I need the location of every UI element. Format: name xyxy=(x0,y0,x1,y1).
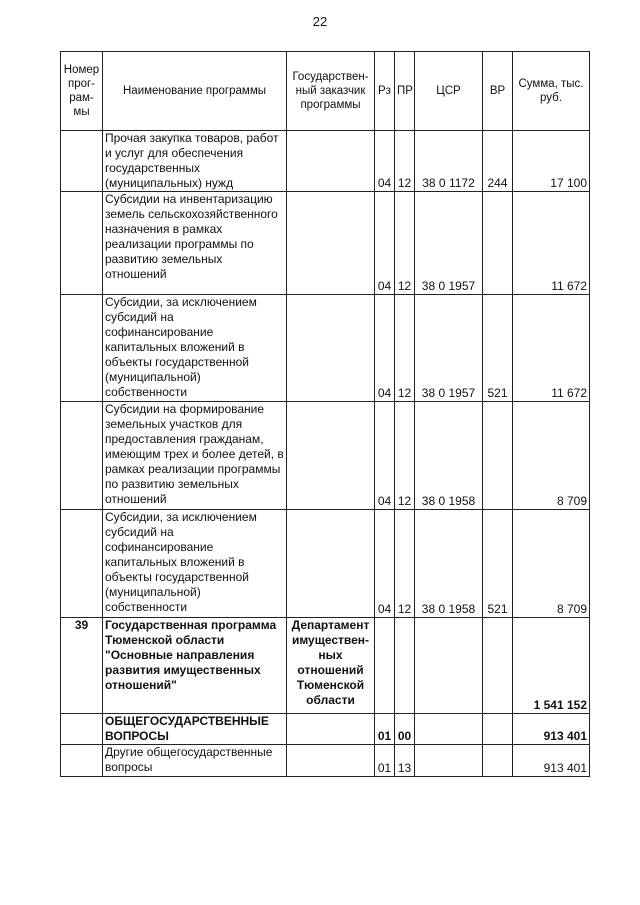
table-row xyxy=(61,510,590,618)
table-row xyxy=(61,745,590,777)
program-number-cell xyxy=(61,295,103,402)
vr-cell xyxy=(483,618,513,714)
vr-cell xyxy=(483,402,513,510)
rz-cell: 04 xyxy=(375,295,395,402)
state-customer-cell xyxy=(287,402,375,510)
vr-cell: 244 xyxy=(483,131,513,192)
csr-cell: 38 0 1172 xyxy=(415,131,483,192)
program-number-cell xyxy=(61,402,103,510)
table-row xyxy=(61,131,590,192)
csr-cell: 38 0 1958 xyxy=(415,402,483,510)
budget-table xyxy=(60,51,590,777)
state-customer-cell xyxy=(287,131,375,192)
state-customer-cell xyxy=(287,295,375,402)
header-vr: ВР xyxy=(483,52,513,131)
rz-cell: 04 xyxy=(375,510,395,618)
pr-cell: 12 xyxy=(395,131,415,192)
csr-cell xyxy=(415,714,483,745)
sum-cell: 11 672 xyxy=(513,192,590,295)
csr-cell xyxy=(415,618,483,714)
state-customer-cell xyxy=(287,192,375,295)
program-name-cell: Субсидии на инвентаризацию земель сельскохозяйственного назначения в рамках реализации программы по развитию земельных отношений xyxy=(103,192,287,295)
table-row xyxy=(61,402,590,510)
header-row xyxy=(61,52,590,131)
rz-cell: 04 xyxy=(375,402,395,510)
sum-cell: 17 100 xyxy=(513,131,590,192)
header-sum: Сумма, тыс. руб. xyxy=(513,52,590,131)
table-row xyxy=(61,714,590,745)
csr-cell: 38 0 1957 xyxy=(415,192,483,295)
program-name-cell: Другие общегосударственные вопросы xyxy=(103,745,287,777)
program-name-cell: Прочая закупка товаров, работ и услуг для обеспечения государственных (муниципальных) нужд xyxy=(103,131,287,192)
rz-cell: 04 xyxy=(375,192,395,295)
pr-cell: 00 xyxy=(395,714,415,745)
table-row xyxy=(61,618,590,714)
program-number-cell xyxy=(61,510,103,618)
sum-cell: 8 709 xyxy=(513,510,590,618)
vr-cell xyxy=(483,192,513,295)
sum-cell: 1 541 152 xyxy=(513,618,590,714)
pr-cell: 12 xyxy=(395,192,415,295)
rz-cell: 01 xyxy=(375,714,395,745)
sum-cell: 913 401 xyxy=(513,714,590,745)
program-number-cell xyxy=(61,131,103,192)
header-pr: ПР xyxy=(395,52,415,131)
table-row xyxy=(61,295,590,402)
program-name-cell: Субсидии, за исключением субсидий на софинансирование капитальных вложений в объекты государственной (муниципальной) собственности xyxy=(103,295,287,402)
rz-cell xyxy=(375,618,395,714)
vr-cell: 521 xyxy=(483,295,513,402)
state-customer-cell: Департамент имуществен- ных отношений Тюменской области xyxy=(287,618,375,714)
state-customer-cell xyxy=(287,510,375,618)
header-csr: ЦСР xyxy=(415,52,483,131)
header-state-customer: Государствен- ный заказчик программы xyxy=(287,52,375,131)
program-number-cell xyxy=(61,745,103,777)
state-customer-cell xyxy=(287,745,375,777)
program-name-cell: Субсидии, за исключением субсидий на софинансирование капитальных вложений в объекты государственной (муниципальной) собственности xyxy=(103,510,287,618)
program-name-cell: ОБЩЕГОСУДАРСТВЕННЫЕ ВОПРОСЫ xyxy=(103,714,287,745)
csr-cell: 38 0 1957 xyxy=(415,295,483,402)
pr-cell: 12 xyxy=(395,510,415,618)
state-customer-cell xyxy=(287,714,375,745)
table-row xyxy=(61,192,590,295)
pr-cell xyxy=(395,618,415,714)
program-name-cell: Государственная программа Тюменской области "Основные направления развития имущественных отношений" xyxy=(103,618,287,714)
csr-cell: 38 0 1958 xyxy=(415,510,483,618)
program-number-cell xyxy=(61,714,103,745)
sum-cell: 8 709 xyxy=(513,402,590,510)
rz-cell: 04 xyxy=(375,131,395,192)
header-program-name: Наименование программы xyxy=(103,52,287,131)
program-number-cell xyxy=(61,192,103,295)
vr-cell xyxy=(483,745,513,777)
vr-cell xyxy=(483,714,513,745)
header-program-number: Номер прог- рам- мы xyxy=(61,52,103,131)
program-name-cell: Субсидии на формирование земельных участков для предоставления гражданам, имеющим трех и более детей, в рамках реализации программы по развитию земельных отношений xyxy=(103,402,287,510)
rz-cell: 01 xyxy=(375,745,395,777)
page-number: 22 xyxy=(312,14,328,29)
sum-cell: 11 672 xyxy=(513,295,590,402)
pr-cell: 12 xyxy=(395,402,415,510)
vr-cell: 521 xyxy=(483,510,513,618)
header-rz: Рз xyxy=(375,52,395,131)
program-number-cell: 39 xyxy=(61,618,103,714)
csr-cell xyxy=(415,745,483,777)
sum-cell: 913 401 xyxy=(513,745,590,777)
pr-cell: 12 xyxy=(395,295,415,402)
pr-cell: 13 xyxy=(395,745,415,777)
